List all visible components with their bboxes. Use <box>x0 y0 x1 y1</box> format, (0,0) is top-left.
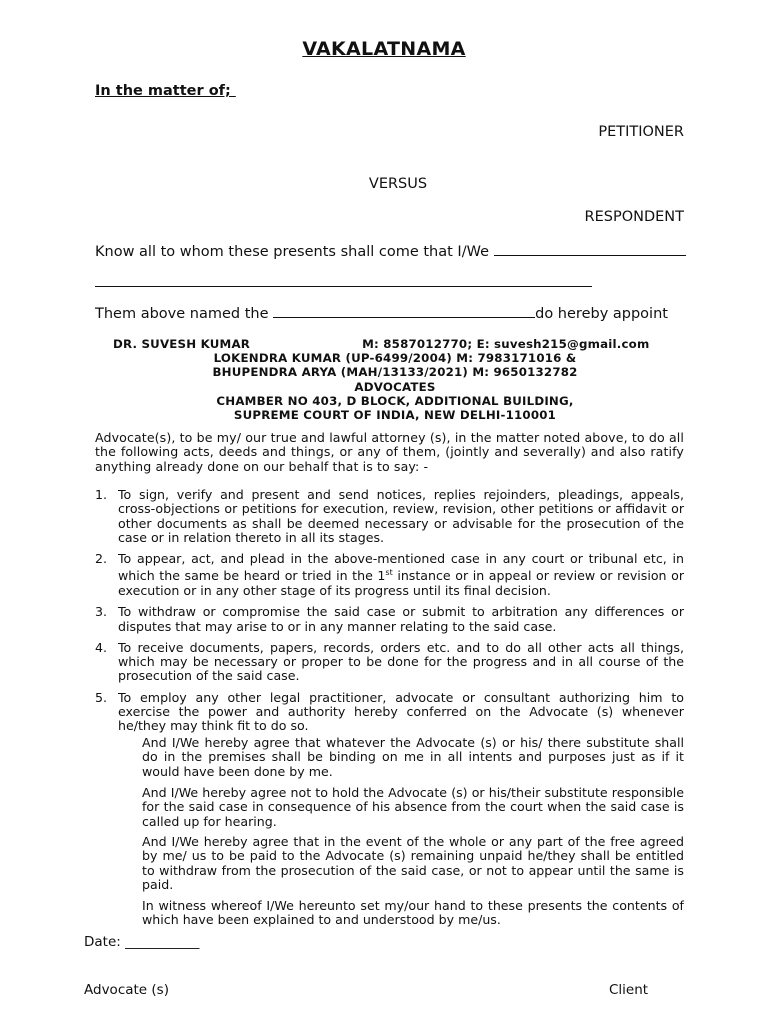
date-blank[interactable]: ___________ <box>125 934 200 950</box>
agreement-paragraph-1: And I/We hereby agree that whatever the Advocate (s) or his/ there substitute shall do in the premises shall be binding on me in all intents and purposes just as if it would have been done by me. <box>142 735 684 779</box>
client-signature-label: Client <box>609 982 649 998</box>
list-text-before: To appear, act, and plead in the above-mentioned case in any court or tribunal etc, in which the same be heard or tried in the 1 <box>118 551 684 584</box>
date-label: Date: <box>84 934 126 950</box>
list-item <box>95 691 684 734</box>
list-item <box>95 641 684 684</box>
list-item <box>95 605 684 634</box>
advocate-line-6: SUPREME COURT OF INDIA, NEW DELHI-110001 <box>233 408 557 423</box>
advocate-contact: M: 8587012770; E: suvesh215@gmail.com <box>362 337 650 351</box>
matter-heading: In the matter of; <box>95 83 236 99</box>
advocate-signature-label: Advocate (s) <box>84 982 169 998</box>
list-number: 2. <box>95 551 108 567</box>
advocate-line-1 <box>95 337 695 351</box>
list-text: To sign, verify and present and send notices, replies rejoinders, pleadings, appeals, cross-objections or petitions for execution, review, revision, other petitions or affidavit or other documents as shall be deemed necessary or advisable for the prosecution of the case or in relation thereto in all its stages. <box>118 487 684 545</box>
list-number: 4. <box>95 639 108 655</box>
know-all-line <box>95 243 686 260</box>
party-blank[interactable] <box>273 305 535 318</box>
petitioner-label: PETITIONER <box>598 124 684 140</box>
witness-paragraph: In witness whereof I/We hereunto set my/our hand to these presents the contents of which have been explained to and understood by me/us. <box>142 898 684 928</box>
advocate-line-4: ADVOCATES <box>354 379 436 394</box>
them-above-prefix: Them above named the <box>95 306 274 322</box>
intro-paragraph: Advocate(s), to be my/ our true and lawful attorney (s), in the matter noted above, to do all the following acts, deeds and things, or any of them, (jointly and severally) and also ratify anything already done on our behalf that is to say: - <box>95 430 684 474</box>
them-above-line <box>95 305 668 322</box>
advocate-line-3: BHUPENDRA ARYA (MAH/13133/2021) M: 9650132782 <box>212 365 578 380</box>
agreement-paragraph-2: And I/We hereby agree not to hold the Advocate (s) or his/their substitute responsible for the said case in consequence of his absence from the court when the said case is called up for hearing. <box>142 785 684 829</box>
know-all-text: Know all to whom these presents shall come that I/We <box>95 244 494 260</box>
advocate-name: DR. SUVESH KUMAR <box>113 337 251 351</box>
continuation-line <box>95 274 592 291</box>
powers-list <box>95 488 684 741</box>
list-text-after: instance or in appeal or review or revision or execution or in any other stage of its progress until its final decision. <box>118 568 684 598</box>
list-item <box>95 488 684 545</box>
respondent-label: RESPONDENT <box>584 209 684 225</box>
date-line <box>84 934 199 950</box>
them-above-suffix: do hereby appoint <box>535 306 668 322</box>
client-name-blank[interactable] <box>494 243 686 256</box>
client-name-blank-2[interactable] <box>95 274 592 287</box>
list-superscript: st <box>385 568 393 578</box>
advocate-line-5: CHAMBER NO 403, D BLOCK, ADDITIONAL BUILDING, <box>216 393 574 408</box>
list-number: 1. <box>95 487 108 502</box>
document-title: VAKALATNAMA <box>302 38 466 60</box>
list-text: To withdraw or compromise the said case or submit to arbitration any differences or disputes that may arise to or in any manner relating to the said case. <box>118 604 684 634</box>
list-text: To receive documents, papers, records, orders etc. and to do all other acts all things, which may be necessary or proper to be done for the progress and in all course of the prosecution of the said case. <box>118 639 684 684</box>
advocate-details <box>95 337 695 422</box>
agreement-paragraph-3: And I/We hereby agree that in the event of the whole or any part of the free agreed by me/ us to be paid to the Advocate (s) remaining unpaid he/they shall be entitled to withdraw from the prosecution of the said case, or not to appear until the same is paid. <box>142 834 684 892</box>
versus-label: VERSUS <box>368 176 428 192</box>
list-text: To employ any other legal practitioner, advocate or consultant authorizing him to exercise the power and authority hereby conferred on the Advocate (s) whenever he/they may think fit to do so. <box>118 689 684 734</box>
list-number: 3. <box>95 604 108 620</box>
list-number: 5. <box>95 689 108 705</box>
advocate-line-2: LOKENDRA KUMAR (UP-6499/2004) M: 7983171016 & <box>213 351 577 366</box>
list-item <box>95 552 684 598</box>
